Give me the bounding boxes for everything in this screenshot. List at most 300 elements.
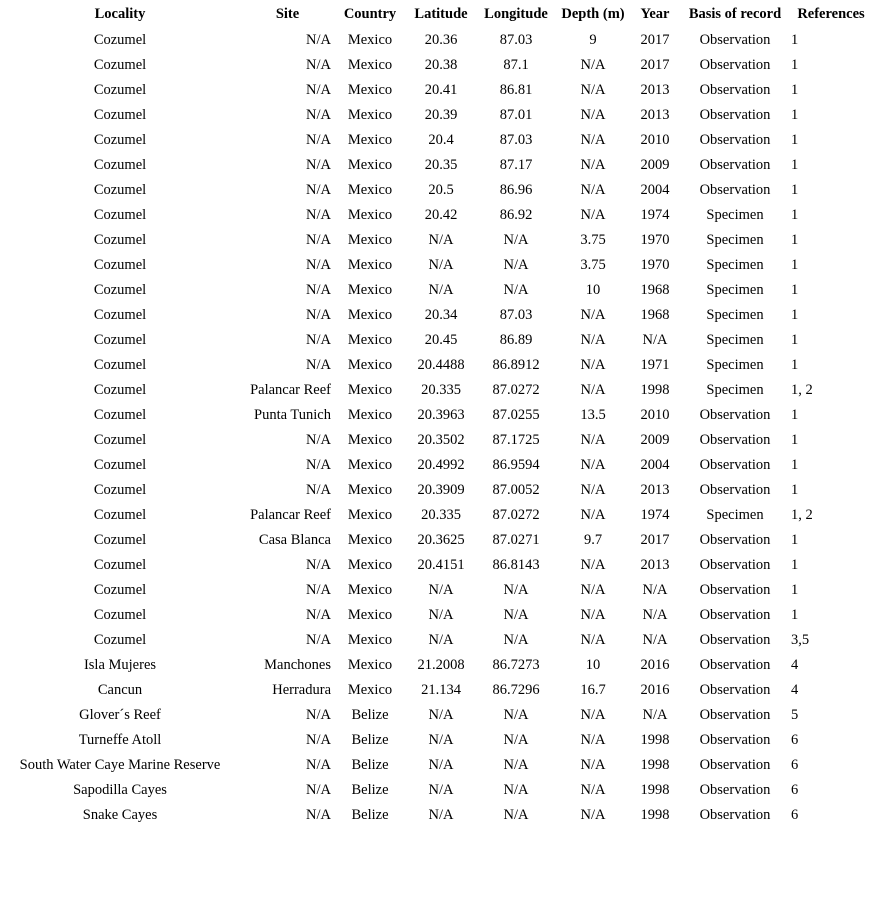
cell-latitude: 20.335: [421, 382, 461, 398]
cell-references: 6: [791, 732, 799, 748]
cell-country: Belize: [351, 757, 389, 773]
cell-longitude: 86.7296: [492, 682, 540, 698]
cell-references: 1: [791, 457, 799, 473]
cell-year: 1974: [640, 207, 670, 223]
cell-references: 1: [791, 82, 799, 98]
cell-references: 1: [791, 157, 799, 173]
cell-locality: Cozumel: [93, 232, 147, 248]
table-row: [0, 328, 871, 353]
cell-country: Belize: [351, 807, 389, 823]
cell-basis: Observation: [699, 157, 771, 173]
table-row: [0, 253, 871, 278]
cell-year: 1971: [640, 357, 670, 373]
cell-year: 2017: [640, 532, 670, 548]
cell-year: 1998: [640, 382, 670, 398]
cell-basis: Observation: [699, 107, 771, 123]
table-row: [0, 528, 871, 553]
cell-locality: Cozumel: [93, 107, 147, 123]
cell-depth: N/A: [580, 707, 606, 723]
cell-longitude: 87.0272: [492, 507, 540, 523]
column-header-locality: Locality: [94, 6, 146, 22]
cell-country: Belize: [351, 782, 389, 798]
cell-depth: N/A: [580, 57, 606, 73]
cell-locality: Cozumel: [93, 307, 147, 323]
cell-latitude: 20.38: [424, 57, 458, 73]
cell-year: 2017: [640, 57, 670, 73]
cell-site: N/A: [306, 582, 331, 598]
cell-basis: Specimen: [706, 357, 764, 373]
cell-locality: Cozumel: [93, 257, 147, 273]
cell-latitude: 21.134: [421, 682, 461, 698]
cell-basis: Specimen: [706, 257, 764, 273]
cell-depth: 3.75: [580, 257, 606, 273]
cell-site: Punta Tunich: [254, 407, 331, 423]
cell-country: Mexico: [347, 507, 393, 523]
cell-longitude: 87.03: [499, 132, 533, 148]
column-header-latitude: Latitude: [414, 6, 468, 22]
cell-references: 1: [791, 482, 799, 498]
cell-locality: Cozumel: [93, 282, 147, 298]
column-header-references: References: [797, 6, 865, 22]
cell-year: 1998: [640, 732, 670, 748]
cell-year: N/A: [642, 582, 668, 598]
cell-site: N/A: [306, 457, 331, 473]
cell-year: 2013: [640, 482, 670, 498]
column-header-site: Site: [275, 6, 300, 22]
cell-year: 1968: [640, 282, 670, 298]
cell-depth: N/A: [580, 382, 606, 398]
cell-year: 2010: [640, 407, 670, 423]
cell-basis: Observation: [699, 557, 771, 573]
cell-longitude: 86.7273: [492, 657, 540, 673]
cell-depth: N/A: [580, 307, 606, 323]
cell-latitude: N/A: [428, 582, 454, 598]
cell-basis: Observation: [699, 82, 771, 98]
cell-longitude: 87.0272: [492, 382, 540, 398]
cell-site: N/A: [306, 157, 331, 173]
table-row: [0, 453, 871, 478]
cell-latitude: 21.2008: [417, 657, 465, 673]
table-row: [0, 728, 871, 753]
cell-locality: Cozumel: [93, 382, 147, 398]
cell-references: 1: [791, 232, 799, 248]
table-row: [0, 628, 871, 653]
table-row: [0, 403, 871, 428]
cell-locality: Glover´s Reef: [79, 707, 161, 723]
table-row: [0, 228, 871, 253]
cell-country: Mexico: [347, 532, 393, 548]
cell-depth: 3.75: [580, 232, 606, 248]
cell-locality: South Water Caye Marine Reserve: [19, 757, 221, 773]
cell-country: Mexico: [347, 157, 393, 173]
cell-year: N/A: [642, 632, 668, 648]
table-body: [0, 28, 871, 828]
cell-latitude: 20.4992: [417, 457, 465, 473]
cell-depth: N/A: [580, 157, 606, 173]
cell-longitude: N/A: [503, 707, 529, 723]
cell-longitude: 87.01: [499, 107, 533, 123]
cell-longitude: 86.96: [499, 182, 533, 198]
cell-basis: Observation: [699, 682, 771, 698]
cell-depth: N/A: [580, 482, 606, 498]
cell-year: 1974: [640, 507, 670, 523]
cell-latitude: N/A: [428, 632, 454, 648]
cell-site: N/A: [306, 307, 331, 323]
cell-basis: Observation: [699, 582, 771, 598]
cell-basis: Observation: [699, 57, 771, 73]
cell-basis: Observation: [699, 657, 771, 673]
cell-site: N/A: [306, 107, 331, 123]
table-row: [0, 278, 871, 303]
cell-longitude: N/A: [503, 282, 529, 298]
cell-longitude: 86.8143: [492, 557, 540, 573]
column-header-year: Year: [640, 6, 670, 22]
cell-longitude: N/A: [503, 257, 529, 273]
cell-longitude: 86.89: [499, 332, 533, 348]
cell-locality: Cozumel: [93, 57, 147, 73]
cell-references: 1: [791, 207, 799, 223]
cell-longitude: 86.8912: [492, 357, 540, 373]
cell-latitude: N/A: [428, 607, 454, 623]
cell-longitude: N/A: [503, 782, 529, 798]
cell-depth: N/A: [580, 182, 606, 198]
cell-latitude: 20.4488: [417, 357, 465, 373]
cell-locality: Cozumel: [93, 582, 147, 598]
cell-locality: Turneffe Atoll: [78, 732, 162, 748]
cell-locality: Sapodilla Cayes: [73, 782, 167, 798]
cell-longitude: N/A: [503, 757, 529, 773]
cell-year: 2004: [640, 182, 670, 198]
table-row: [0, 178, 871, 203]
cell-country: Belize: [351, 732, 389, 748]
cell-year: N/A: [642, 332, 668, 348]
table-row: [0, 28, 871, 53]
table-header-row: [0, 0, 871, 28]
cell-depth: 10: [585, 657, 601, 673]
cell-basis: Observation: [699, 482, 771, 498]
cell-longitude: 86.92: [499, 207, 533, 223]
cell-year: 1968: [640, 307, 670, 323]
cell-country: Mexico: [347, 457, 393, 473]
cell-basis: Specimen: [706, 382, 764, 398]
cell-references: 1: [791, 107, 799, 123]
cell-longitude: 87.1: [503, 57, 529, 73]
cell-basis: Observation: [699, 707, 771, 723]
cell-depth: 9.7: [583, 532, 603, 548]
cell-references: 5: [791, 707, 799, 723]
cell-basis: Specimen: [706, 282, 764, 298]
cell-basis: Observation: [699, 632, 771, 648]
cell-site: N/A: [306, 707, 331, 723]
cell-site: N/A: [306, 257, 331, 273]
cell-latitude: N/A: [428, 732, 454, 748]
cell-locality: Cozumel: [93, 607, 147, 623]
cell-depth: 16.7: [580, 682, 606, 698]
cell-site: Casa Blanca: [258, 532, 331, 548]
table-row: [0, 678, 871, 703]
cell-year: N/A: [642, 707, 668, 723]
cell-country: Mexico: [347, 482, 393, 498]
cell-country: Mexico: [347, 307, 393, 323]
cell-latitude: 20.3909: [417, 482, 465, 498]
cell-depth: N/A: [580, 557, 606, 573]
column-header-basis-of-record: Basis of record: [688, 6, 782, 22]
cell-year: 2013: [640, 82, 670, 98]
cell-references: 1: [791, 57, 799, 73]
cell-country: Mexico: [347, 57, 393, 73]
cell-year: 2010: [640, 132, 670, 148]
cell-year: 2009: [640, 432, 670, 448]
cell-depth: N/A: [580, 782, 606, 798]
cell-basis: Observation: [699, 407, 771, 423]
cell-country: Mexico: [347, 657, 393, 673]
cell-site: N/A: [306, 757, 331, 773]
cell-depth: N/A: [580, 132, 606, 148]
cell-latitude: 20.45: [424, 332, 458, 348]
cell-site: N/A: [306, 207, 331, 223]
cell-depth: 13.5: [580, 407, 606, 423]
cell-site: Herradura: [272, 682, 331, 698]
cell-latitude: 20.3963: [417, 407, 465, 423]
cell-basis: Observation: [699, 432, 771, 448]
cell-year: 1998: [640, 757, 670, 773]
cell-country: Mexico: [347, 332, 393, 348]
cell-references: 6: [791, 757, 799, 773]
cell-locality: Cozumel: [93, 457, 147, 473]
cell-country: Mexico: [347, 132, 393, 148]
cell-year: 2009: [640, 157, 670, 173]
table-row: [0, 203, 871, 228]
cell-depth: N/A: [580, 632, 606, 648]
cell-depth: N/A: [580, 507, 606, 523]
cell-country: Mexico: [347, 257, 393, 273]
cell-country: Mexico: [347, 107, 393, 123]
cell-basis: Observation: [699, 532, 771, 548]
cell-site: N/A: [306, 632, 331, 648]
cell-longitude: 87.0271: [492, 532, 540, 548]
cell-year: 2017: [640, 32, 670, 48]
cell-depth: N/A: [580, 582, 606, 598]
cell-locality: Cozumel: [93, 632, 147, 648]
table-row: [0, 578, 871, 603]
cell-country: Mexico: [347, 682, 393, 698]
cell-country: Mexico: [347, 382, 393, 398]
cell-year: 2013: [640, 557, 670, 573]
table-row: [0, 353, 871, 378]
cell-depth: N/A: [580, 607, 606, 623]
cell-country: Mexico: [347, 557, 393, 573]
cell-references: 1, 2: [791, 507, 813, 523]
cell-country: Mexico: [347, 407, 393, 423]
cell-longitude: 87.17: [499, 157, 533, 173]
column-header-country: Country: [343, 6, 397, 22]
cell-latitude: 20.3502: [417, 432, 465, 448]
cell-locality: Cozumel: [93, 482, 147, 498]
cell-basis: Specimen: [706, 207, 764, 223]
cell-basis: Specimen: [706, 307, 764, 323]
cell-references: 1: [791, 307, 799, 323]
cell-locality: Cozumel: [93, 157, 147, 173]
cell-depth: N/A: [580, 807, 606, 823]
cell-year: 2004: [640, 457, 670, 473]
cell-locality: Cozumel: [93, 82, 147, 98]
cell-longitude: N/A: [503, 807, 529, 823]
cell-locality: Cozumel: [93, 432, 147, 448]
cell-latitude: 20.34: [424, 307, 458, 323]
cell-basis: Observation: [699, 732, 771, 748]
cell-locality: Cancun: [97, 682, 143, 698]
cell-locality: Cozumel: [93, 532, 147, 548]
cell-basis: Observation: [699, 782, 771, 798]
table-row: [0, 378, 871, 403]
table-row: [0, 78, 871, 103]
cell-year: 2016: [640, 682, 670, 698]
cell-site: N/A: [306, 82, 331, 98]
cell-locality: Snake Cayes: [82, 807, 158, 823]
cell-latitude: 20.3625: [417, 532, 465, 548]
cell-basis: Observation: [699, 607, 771, 623]
cell-references: 1: [791, 182, 799, 198]
cell-country: Mexico: [347, 232, 393, 248]
table-row: [0, 103, 871, 128]
cell-site: N/A: [306, 432, 331, 448]
cell-site: N/A: [306, 57, 331, 73]
cell-locality: Cozumel: [93, 357, 147, 373]
cell-site: N/A: [306, 732, 331, 748]
cell-references: 6: [791, 782, 799, 798]
cell-references: 1: [791, 432, 799, 448]
table-row: [0, 753, 871, 778]
cell-locality: Cozumel: [93, 132, 147, 148]
cell-country: Mexico: [347, 582, 393, 598]
cell-latitude: N/A: [428, 707, 454, 723]
cell-longitude: 86.9594: [492, 457, 540, 473]
table-row: [0, 603, 871, 628]
cell-latitude: N/A: [428, 757, 454, 773]
cell-site: N/A: [306, 607, 331, 623]
cell-site: N/A: [306, 357, 331, 373]
cell-depth: N/A: [580, 107, 606, 123]
cell-references: 4: [791, 657, 799, 673]
cell-basis: Observation: [699, 132, 771, 148]
cell-basis: Specimen: [706, 507, 764, 523]
cell-latitude: 20.335: [421, 507, 461, 523]
cell-depth: N/A: [580, 432, 606, 448]
cell-depth: N/A: [580, 332, 606, 348]
cell-longitude: 87.0052: [492, 482, 540, 498]
cell-references: 1: [791, 582, 799, 598]
cell-longitude: 87.0255: [492, 407, 540, 423]
cell-references: 1: [791, 607, 799, 623]
cell-locality: Cozumel: [93, 332, 147, 348]
table-row: [0, 703, 871, 728]
cell-depth: 9: [589, 32, 597, 48]
cell-references: 1, 2: [791, 382, 813, 398]
cell-depth: N/A: [580, 732, 606, 748]
cell-locality: Cozumel: [93, 32, 147, 48]
column-header-depth: Depth (m): [561, 6, 625, 22]
cell-basis: Specimen: [706, 232, 764, 248]
table-row: [0, 778, 871, 803]
table-row: [0, 428, 871, 453]
cell-locality: Cozumel: [93, 207, 147, 223]
cell-site: N/A: [306, 32, 331, 48]
cell-latitude: 20.35: [424, 157, 458, 173]
cell-longitude: N/A: [503, 607, 529, 623]
cell-references: 1: [791, 407, 799, 423]
table-header: [0, 0, 871, 28]
cell-longitude: 87.03: [499, 307, 533, 323]
cell-latitude: 20.4151: [417, 557, 465, 573]
cell-site: Palancar Reef: [250, 507, 331, 523]
cell-longitude: N/A: [503, 582, 529, 598]
cell-site: N/A: [306, 782, 331, 798]
cell-references: 4: [791, 682, 799, 698]
cell-country: Mexico: [347, 432, 393, 448]
cell-country: Belize: [351, 707, 389, 723]
cell-latitude: 20.42: [424, 207, 458, 223]
column-header-longitude: Longitude: [484, 6, 548, 22]
cell-longitude: N/A: [503, 732, 529, 748]
cell-site: N/A: [306, 482, 331, 498]
cell-references: 1: [791, 282, 799, 298]
cell-depth: 10: [585, 282, 601, 298]
cell-site: N/A: [306, 807, 331, 823]
table-row: [0, 153, 871, 178]
cell-locality: Cozumel: [93, 182, 147, 198]
cell-references: 1: [791, 257, 799, 273]
cell-year: 1998: [640, 782, 670, 798]
cell-country: Mexico: [347, 607, 393, 623]
table-row: [0, 553, 871, 578]
table-row: [0, 128, 871, 153]
cell-site: Palancar Reef: [250, 382, 331, 398]
table-row: [0, 53, 871, 78]
table-row: [0, 303, 871, 328]
cell-basis: Observation: [699, 457, 771, 473]
cell-site: N/A: [306, 132, 331, 148]
cell-country: Mexico: [347, 632, 393, 648]
cell-basis: Specimen: [706, 332, 764, 348]
cell-locality: Cozumel: [93, 407, 147, 423]
cell-site: N/A: [306, 182, 331, 198]
cell-basis: Observation: [699, 807, 771, 823]
cell-year: 2013: [640, 107, 670, 123]
cell-longitude: 86.81: [499, 82, 533, 98]
cell-site: Manchones: [264, 657, 331, 673]
cell-year: 1970: [640, 257, 670, 273]
cell-longitude: 87.03: [499, 32, 533, 48]
cell-locality: Cozumel: [93, 507, 147, 523]
cell-references: 1: [791, 532, 799, 548]
cell-references: 1: [791, 32, 799, 48]
cell-year: N/A: [642, 607, 668, 623]
cell-country: Mexico: [347, 82, 393, 98]
cell-depth: N/A: [580, 207, 606, 223]
cell-latitude: 20.36: [424, 32, 458, 48]
cell-references: 1: [791, 357, 799, 373]
cell-depth: N/A: [580, 82, 606, 98]
cell-depth: N/A: [580, 457, 606, 473]
cell-year: 1998: [640, 807, 670, 823]
table-row: [0, 503, 871, 528]
cell-references: 6: [791, 807, 799, 823]
cell-latitude: N/A: [428, 782, 454, 798]
cell-locality: Cozumel: [93, 557, 147, 573]
table-row: [0, 803, 871, 828]
cell-latitude: N/A: [428, 807, 454, 823]
cell-basis: Observation: [699, 757, 771, 773]
